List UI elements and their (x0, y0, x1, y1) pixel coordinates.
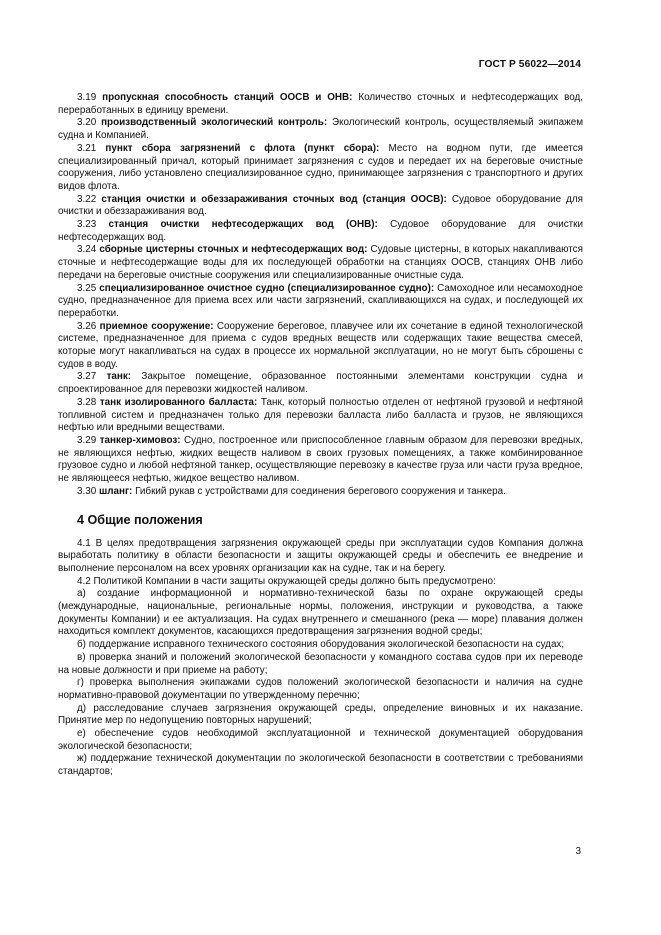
section-paragraphs (58, 538, 583, 779)
definition-item (58, 486, 583, 499)
definition-term: станция очистки и обеззараживания сточных вод (станция ООСВ): (101, 193, 447, 205)
section-title: 4 Общие положения (77, 512, 203, 527)
definition-term: сборные цистерны сточных и нефтесодержащих вод: (99, 244, 368, 256)
section-paragraph: 4.1 В целях предотвращения загрязнения окружающей среды при эксплуатации судов Компания должна выработать политику в области безопасности и защиты окружающей среды и обеспечить ее внедрение и выполнение персоналом на всех уровнях организации как на судне, так и на берегу. (58, 537, 583, 574)
definition-term: танк изолированного балласта: (99, 396, 258, 408)
definition-text: Судовое оборудование для очистки и обеззараживания вод. (58, 193, 584, 218)
section-paragraph: в) проверка знаний и положений экологической безопасности у командного состава судов при их переводе на новые должности и при приеме на работу; (58, 651, 583, 676)
section-paragraph: е) обеспечение судов необходимой эксплуатационной и технической документацией оборудования экологической безопасности; (58, 728, 583, 752)
definition-item (58, 283, 583, 321)
definition-term: приемное сооружение: (99, 320, 214, 332)
definition-text: Судовое оборудование для очистки нефтесодержащих вод. (58, 219, 584, 243)
section-paragraph: 4.2 Политикой Компании в части защиты окружающей среды должно быть предусмотрено: (77, 575, 496, 587)
definition-number: 3.26 (77, 320, 97, 332)
definition-number: 3.21 (77, 142, 97, 154)
definition-text: Судовые цистерны, в которых накапливаются сточные и нефтесодержащие воды для их последующей обработки на станциях ООСВ, станциях ОНВ либо передачи на береговые очистные сооружения или специализированные очистные суда. (58, 244, 583, 281)
definition-text: Экологический контроль, осуществляемый экипажем судна и Компанией. (58, 117, 583, 142)
definition-item (58, 219, 583, 244)
definition-term: шланг: (98, 485, 133, 497)
document-body (58, 92, 583, 779)
definition-term: пропускная способность станций ООСВ и ОНВ: (102, 92, 353, 103)
section-paragraph: б) поддержание исправного технического состояния оборудования экологической безопасности на судах; (77, 639, 565, 651)
definition-term: пункт сбора загрязнений с флота (пункт сбора): (105, 142, 380, 154)
definition-number: 3.30 (77, 485, 97, 497)
section-paragraph: г) проверка выполнения экипажами судов положений экологической безопасности и наличия на судне нормативно-правовой документации по утвержденному перечню; (58, 677, 583, 701)
definition-number: 3.22 (77, 193, 97, 205)
standard-code: ГОСТ Р 56022—2014 (478, 59, 581, 70)
definition-number: 3.28 (77, 396, 97, 408)
definition-text: Гибкий рукав с устройствами для соединения берегового сооружения и танкера. (135, 485, 506, 497)
definition-item (58, 371, 583, 396)
page-number: 3 (575, 846, 581, 857)
definition-term: танкер-химовоз: (99, 434, 181, 446)
definition-term: станция очистки нефтесодержащих вод (ОНВ): (108, 219, 378, 231)
definition-item (58, 397, 583, 435)
definition-text: Танк, который полностью отделен от нефтяной грузовой и нефтяной топливной систем и предназначен только для перевозки балласта либо балласта и грузов, не являющихся нефтью или вредными веществами. (58, 396, 584, 434)
definition-item (58, 194, 583, 219)
definition-item (58, 92, 583, 117)
section-paragraph: д) расследование случаев загрязнения окружающей среды, определение виновных и их наказание. Принятие мер по недопущению повторных нарушений; (58, 702, 583, 727)
section-paragraph: ж) поддержание технической документации по экологической безопасности в соответствии с требованиями стандартов; (58, 753, 583, 778)
definition-item (58, 321, 583, 372)
definition-text: Сооружение береговое, плавучее или их сочетание в единой технологической системе, предназначенное для приема с судов вредных веществ или содержащих такие вещества смесей, которые могут накапливаться на судах в процессе их нормальной эксплуатации, но не могут быть сброшены с судов в воду. (58, 320, 584, 370)
definition-text: Количество сточных и нефтесодержащих вод, переработанных в единицу времени. (58, 92, 584, 116)
definition-number: 3.25 (77, 282, 97, 294)
definition-item (58, 244, 583, 282)
definition-number: 3.20 (77, 117, 97, 129)
definition-item (58, 117, 583, 142)
definition-term: производственный экологический контроль: (101, 117, 328, 129)
definition-text: Судно, построенное или приспособленное главным образом для перевозки вредных, не являющихся нефтью, жидких веществ наливом в своих грузовых помещениях, а также комбинированное грузовое судно и любой нефтяной танкер, осуществляющие перевозку в качестве груза или части груза вредное, не являющееся нефтью, жидкое вещество наливом. (58, 434, 583, 485)
definition-number: 3.23 (77, 219, 97, 231)
definition-term: специализированное очистное судно (специализированное судно): (99, 282, 435, 294)
definition-text: Закрытое помещение, образованное постоянными элементами конструкции судна и спроектированное для перевозки жидкостей наливом. (58, 371, 583, 396)
definition-item (58, 435, 583, 486)
definition-number: 3.24 (77, 244, 97, 256)
definition-text: Место на водном пути, где имеется специализированный причал, который принимает загрязнения с судов и передает их на береговые очистные сооружения, либо установлено специализированное судно, принимающее загрязнения с транспортного и других видов флота. (58, 142, 584, 192)
definition-number: 3.27 (77, 371, 97, 383)
definition-number: 3.29 (77, 434, 97, 446)
definition-item (58, 143, 583, 194)
section-paragraph: а) создание информационной и нормативно-технической базы по охране окружающей среды (международные, национальные, региональные нормы, положения, инструкции и руководства, а также документы Компании) и ее актуализация. На судах внутреннего и смешанного (река — море) плавания должен находиться комплект документов, касающихся предотвращения загрязнения водной среды; (58, 588, 583, 638)
definition-number: 3.19 (77, 92, 97, 103)
definition-text: Самоходное или несамоходное судно, предназначенное для приема всех или части загрязнений, скапливающихся на судах, и последующей их переработки. (58, 282, 583, 319)
definition-term: танк: (106, 371, 132, 383)
definitions-list (58, 92, 583, 499)
